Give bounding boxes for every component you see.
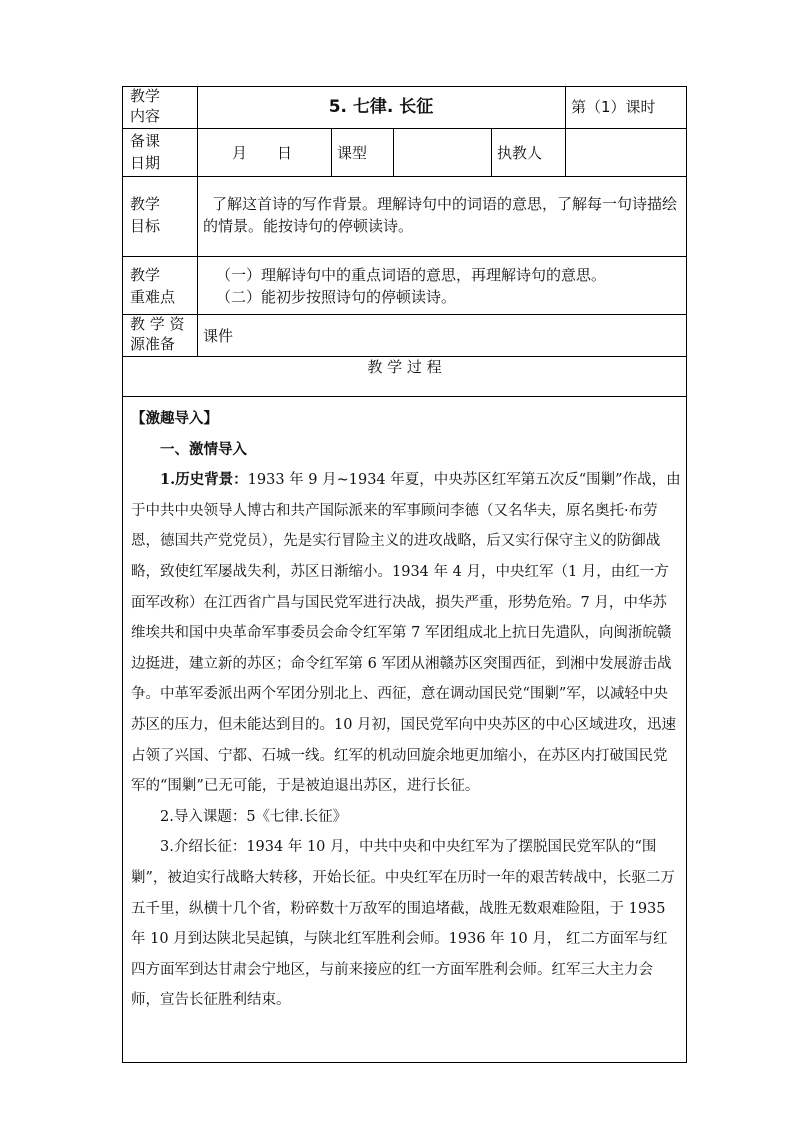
process-body <box>131 404 681 1016</box>
table-right-border <box>686 86 687 1063</box>
key-points-label <box>130 264 175 308</box>
label-column-divider <box>197 86 198 356</box>
date-value: 月 日 <box>232 144 293 162</box>
key-points-label-line1: 教学 <box>130 266 161 284</box>
period-label: 第（1）课时 <box>571 98 656 116</box>
row-divider <box>122 128 687 129</box>
history-background-text: 1933 年 9 月~1934 年夏，中央苏区红军第五次反“围剿”作战，由于中共中央领导人博古和共产国际派来的军事顾问李德（又名华夫，原名奥托·布劳恩，德国共产党党员），先是实行冒险主义的进攻战略，后又实行保守主义的防御战略，致使红军屡战失利，苏区日渐缩小。1934 年 4 月，中央红军（1 月，由红一方面军改称）在江西省广昌与国民党军进行决战，损失严重，形势危殆。7 月，中华苏维埃共和国中央革命军事委员会命令红军第 7 军团组成北上抗日先遣队，向闽浙皖赣边挺进，建立新的苏区；命令红军第 6 军团从湘赣苏区突围西征，到湘中发展游击战争。中革军委派出两个军团分别北上、西征，意在调动国民党“围剿”军，以减轻中央苏区的压力，但未能达到目的。10 月初，国民党军向中央苏区的中心区域进攻，迅速占领了兴国、宁都、石城一线。红军的机动回旋余地更加缩小，在苏区内打破国民党军的“围剿”已无可能，于是被迫退出苏区，进行长征。 <box>131 472 681 795</box>
type-value-divider <box>393 128 394 176</box>
key-point-item: （一）理解诗句中的重点词语的意思，再理解诗句的意思。 <box>216 266 607 284</box>
goal-label-line1: 教学 <box>130 195 161 213</box>
resource-label-line2: 源准备 <box>130 335 176 353</box>
content-label <box>130 86 160 126</box>
goal-text: 了解这首诗的写作背景。理解诗句中的词语的意思，了解每一句诗描绘的情景。能按诗句的停顿读诗。 <box>203 195 678 235</box>
key-points-label-line2: 重难点 <box>130 288 176 306</box>
date-label-line2: 日期 <box>130 154 161 172</box>
key-points-list <box>216 264 681 308</box>
long-march-intro-paragraph: 3.介绍长征：1934 年 10 月，中共中央和中央红军为了摆脱国民党军队的“围剿”，被迫实行战略大转移，开始长征。中央红军在历时一年的艰苦转战中，长驱二万五千里，纵横十几个省，粉碎数十万敌军的围追堵截，战胜无数艰难险阻，于 1935 年 10 月到达陕北吴起镇，与陕北红军胜利会师。1936 年 10 月， 红二方面军与红四方面军到达甘肃会宁地区，与前来接应的红一方面军胜利会师。红军三大主力会师，宣告长征胜利结束。 <box>131 839 675 1009</box>
type-label: 课型 <box>337 144 368 162</box>
section-title: 【激趣导入】 <box>131 410 218 427</box>
period-column-divider <box>565 86 566 176</box>
content-label-line2: 内容 <box>130 107 161 125</box>
table-bottom-border <box>122 1062 687 1063</box>
table-left-border <box>122 86 123 1063</box>
resource-value: 课件 <box>203 327 234 345</box>
process-heading: 教 学 过 程 <box>367 358 442 376</box>
history-background-label: 1.历史背景： <box>160 471 248 489</box>
row-divider <box>122 256 687 257</box>
date-label-line1: 备课 <box>130 132 161 150</box>
goal-label-line2: 目标 <box>130 217 161 235</box>
subsection-title: 一、激情导入 <box>160 440 247 458</box>
type-column-divider <box>331 128 332 176</box>
lesson-title: 5. 七律. 长征 <box>328 97 434 117</box>
teacher-label: 执教人 <box>497 144 543 162</box>
lesson-intro-paragraph: 2.导入课题：5《七律.长征》 <box>160 808 348 825</box>
row-divider <box>122 314 687 315</box>
row-divider <box>122 176 687 177</box>
date-label <box>130 130 160 174</box>
goal-label <box>130 193 160 237</box>
row-divider <box>122 396 687 397</box>
teacher-column-divider <box>491 128 492 176</box>
key-point-item: （二）能初步按照诗句的停顿读诗。 <box>216 288 457 306</box>
resource-label-line1: 教 学 资 <box>130 315 185 333</box>
resource-label <box>130 314 185 354</box>
table-top-border <box>122 86 687 87</box>
content-label-line1: 教学 <box>130 87 161 105</box>
history-background-paragraph <box>131 465 681 802</box>
